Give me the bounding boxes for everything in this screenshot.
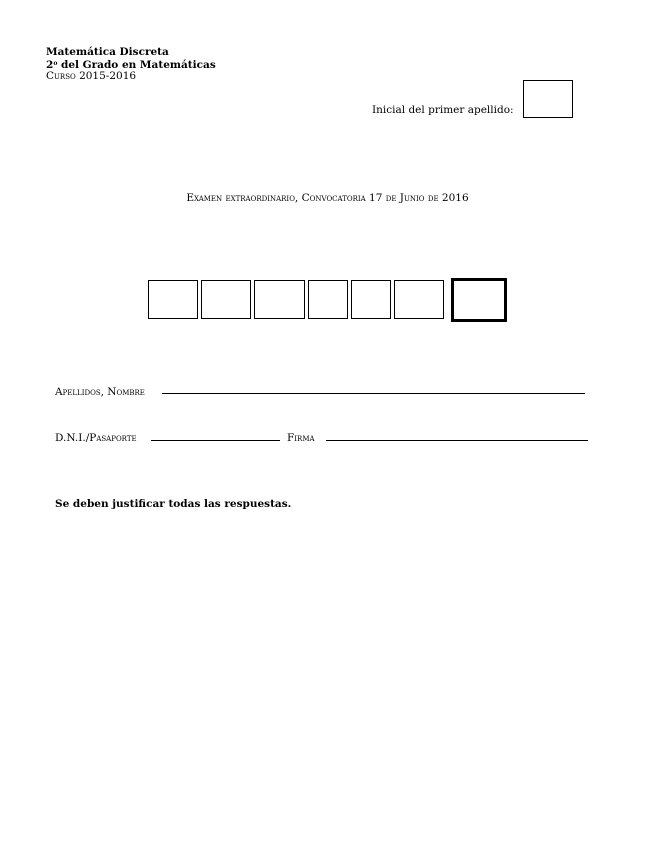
grade-text: del Grado en Matemáticas — [57, 59, 216, 71]
score-box-1[interactable] — [148, 280, 198, 319]
grade-number: 2 — [46, 59, 54, 71]
score-box-4[interactable] — [308, 280, 348, 319]
signature-line[interactable] — [326, 440, 588, 441]
id-line[interactable] — [151, 440, 280, 441]
instructions: Se deben justificar todas las respuestas. — [55, 498, 292, 510]
signature-label: Firma — [287, 432, 315, 444]
score-box-5[interactable] — [351, 280, 391, 319]
subject-title: Matemática Discreta — [46, 46, 169, 58]
total-score-box[interactable] — [451, 278, 507, 322]
name-label: Apellidos, Nombre — [55, 386, 145, 398]
grade-ordinal: o — [53, 60, 58, 67]
id-label: D.N.I./Pasaporte — [55, 432, 137, 444]
name-line[interactable] — [162, 393, 585, 394]
initial-box[interactable] — [523, 80, 573, 118]
score-box-6[interactable] — [394, 280, 444, 319]
exam-title: Examen extraordinario, Convocatoria 17 de Junio de 2016 — [186, 192, 469, 204]
score-box-3[interactable] — [254, 280, 305, 319]
score-box-2[interactable] — [201, 280, 251, 319]
course-year: Curso 2015-2016 — [46, 70, 137, 82]
initial-label: Inicial del primer apellido: — [372, 104, 514, 116]
